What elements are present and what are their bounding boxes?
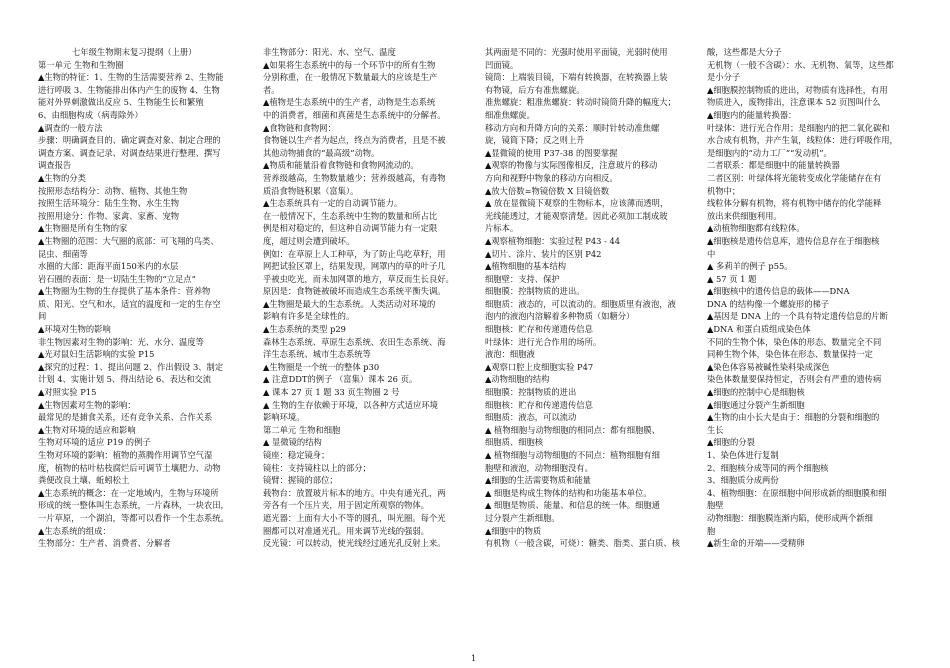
text-line: 有物镜，后方有准焦螺旋。 <box>485 84 585 95</box>
text-line: 水圈的大部：距海平面150米内的水层 <box>38 261 179 272</box>
text-line: 细胞膜：控制物质的进出。 <box>485 286 585 297</box>
text-line: 步骤：明确调查目的、确定调查对象、制定合理的 <box>38 135 221 146</box>
text-line: 二者联系：都是细胞中的能量转换器 <box>707 160 840 171</box>
text-line: ▲生物圈为生物的生存提供了基本条件：营养物 <box>38 286 211 297</box>
text-line: 胞壁和液泡，动物细胞没有。 <box>485 462 593 473</box>
text-line: ▲细胞的控制中心是细胞核 <box>707 387 805 398</box>
text-line: ▲观察口腔上皮细胞实验 P47 <box>485 361 594 372</box>
text-line: 其他动物捕食的“最高级”动物。 <box>263 147 380 158</box>
text-line: ▲ 放在显微镜下观察的生物标本，应该薄而透明， <box>485 198 669 209</box>
text-line: 染色体数量要保持恒定，否则会有严重的遗传病 <box>707 374 882 385</box>
text-line: ▲生态系统的组成： <box>38 525 111 536</box>
text-line: 按照用途分：作物、家禽、家畜、宠物 <box>38 210 180 221</box>
text-line: 粪便改良土壤、蚯蚓松土 <box>38 475 130 486</box>
column-3 <box>485 46 697 666</box>
text-line: 非生物因素对生物的影响：光、水分、温度等 <box>38 336 204 347</box>
text-line: 是小分子 <box>707 72 741 83</box>
text-line: ▲生物圈是所有生物的家 <box>38 223 128 234</box>
text-line: 网把试验区罩上，结果发现，网罩内的草的叶子几 <box>263 261 446 272</box>
text-line: ▲生物的分类 <box>38 172 86 183</box>
text-line: 凹面镜。 <box>485 59 519 70</box>
text-line: 细胞核：贮存和传递遗传信息 <box>485 324 593 335</box>
text-line: 按照生活环境分：陆生生物、水生生物 <box>38 198 180 209</box>
text-line: 有机物（一般含碳，可烧）：糖类、脂类、蛋白质、核 <box>485 538 680 549</box>
text-line: 度，植物的枯叶枯枝腐烂后可调节土壤肥力、动物 <box>38 462 221 473</box>
text-line: ▲ 细胞是物质、能量、和信息的统一体。细胞通 <box>485 500 660 511</box>
text-line: DNA 的结构像一个螺旋形的梯子 <box>707 298 830 309</box>
text-line: 洋生态系统、城市生态系统等 <box>263 349 371 360</box>
text-line: 营养级越高，生物数量越少；营养级越高，有毒物 <box>263 172 446 183</box>
text-line: 在一般情况下，生态系统中生物的数量和所占比 <box>263 210 438 221</box>
text-line: 液泡：细胞液 <box>485 349 535 360</box>
text-line: ▲生物圈是一个统一的整体 p30 <box>263 361 380 372</box>
text-line: ▲ 细胞是构成生物体的结构和功能基本单位。 <box>485 487 652 498</box>
text-line: 最常见的是捕食关系，还有竞争关系、合作关系 <box>38 412 213 423</box>
text-line: 一片草原，一个湖泊，等都可以看作一个生态系统。 <box>38 512 229 523</box>
text-line: 第一单元 生物和生物圈 <box>38 59 124 70</box>
column-3-lines <box>485 46 697 550</box>
text-line: ▲细胞通过分裂产生新细胞 <box>707 399 805 410</box>
text-line: ▲细胞中的物质 <box>485 525 542 536</box>
text-line: 食物链以生产者为起点，终点为消费者，且是不被 <box>263 135 446 146</box>
text-line: 能对外界刺激做出反应 5、生物能生长和繁殖 <box>38 97 204 108</box>
text-line: ▲细胞的分裂 <box>707 437 755 448</box>
text-line: ▲细胞膜控制物质的进出，对物质有选择性，有用 <box>707 84 888 95</box>
text-line: 物质进入，废物排出，注意课本 52 页图叫什么 <box>707 97 881 108</box>
text-line: 机物中； <box>707 185 741 196</box>
text-line: ▲生物圈的范围：大气圈的底部：可飞翔的鸟类、 <box>38 235 219 246</box>
text-line: ▲生态系统的类型 p29 <box>263 324 346 335</box>
text-line: 生物部分：生产者、消费者、分解者 <box>38 538 171 549</box>
text-line: 例是相对稳定的，但这种自动调节能力有一定限 <box>263 223 438 234</box>
text-line: ▲ 植物细胞与动物细胞的相同点：都有细胞膜、 <box>485 424 660 435</box>
text-line: 方向和视野中物象的移动方向相反。 <box>485 172 618 183</box>
text-line: 3、细胞质分成两份 <box>707 475 779 486</box>
text-line: ▲切片、涂片、装片的区别 P42 <box>485 248 602 259</box>
text-line: 原因是：食物链被破坏而造成生态系统平衡失调。 <box>263 286 446 297</box>
text-line: 生物对环境的影响：植物的蒸腾作用调节空气湿 <box>38 450 213 460</box>
text-line: 1、染色体进行复制 <box>707 450 779 460</box>
text-line: 细胞质、细胞核 <box>485 437 544 448</box>
text-line: 例如：在草原上人工种草，为了防止鸟吃草籽，用 <box>263 248 446 259</box>
text-line: ▲观察植物细胞：实验过程 P43 - 44 <box>485 235 621 246</box>
text-line: 中 <box>707 248 716 259</box>
text-line: ▲如果将生态系统中的每一个环节中的所有生物 <box>263 59 436 70</box>
text-line: 调查方案、调查记录、对调查结果进行整理、撰写 <box>38 147 221 158</box>
column-4 <box>707 46 919 666</box>
text-line: 细胞质：液态的，可以流动的。细胞质里有液泡，液 <box>485 298 676 309</box>
text-line: 圈都可以对准通光孔。用来调节光线的强弱。 <box>263 525 429 536</box>
text-line: 胞 <box>707 525 716 536</box>
text-line: ▲对照实验 P15 <box>38 387 97 398</box>
text-line: 不同的生物个体，染色体的形态、数量完全不同 <box>707 336 882 347</box>
text-line: 水合成有机物，并产生氧，线粒体：进行呼吸作用， <box>707 135 898 146</box>
text-line: ▲探究的过程：1、提出问题 2、作出假设 3、制定 <box>38 361 224 372</box>
text-line: 过分裂产生新细胞。 <box>485 512 560 523</box>
column-4-lines <box>707 46 919 550</box>
text-line: 分别称重，在一般情况下数量最大的应该是生产 <box>263 72 438 83</box>
text-line: 遮光器：上面有大小不等的圆孔，叫光圈。每个光 <box>263 512 446 523</box>
text-line: 叶绿体：进行光合作用的场所。 <box>485 336 602 347</box>
text-line: ▲动物细胞的结构 <box>485 374 550 385</box>
text-line: ▲细胞核中的遗传信息的载体——DNA <box>707 286 850 297</box>
text-line: 形成的统一整体叫生态系统，一片森林，一块农田， <box>38 500 229 511</box>
text-line: ▲调查的一般方法 <box>38 122 103 133</box>
text-line: ▲放大倍数=物镜倍数 X 目镜倍数 <box>485 185 610 196</box>
text-line: ▲基因是 DNA 上的一个具有特定遗传信息的片断 <box>707 311 888 322</box>
text-line: ▲植物细胞的基本结构 <box>485 261 567 272</box>
text-line: 细胞质：液态，可以流动 <box>485 412 577 423</box>
text-line: 细胞核：贮存和传递遗传信息 <box>485 399 593 410</box>
text-line: 第二单元 生物和细胞 <box>263 424 341 435</box>
column-2 <box>263 46 475 666</box>
text-line: ▲植物是生态系统中的生产者，动物是生态系统 <box>263 97 436 108</box>
text-line: 质、阳光、空气和水，适宜的温度和一定的生存空 <box>38 298 221 309</box>
text-line: ▲ 课本 27 页 1 题 33 页生物圈 2 号 <box>263 387 400 398</box>
text-line: 森林生态系统、草原生态系统、农田生态系统、海 <box>263 336 446 347</box>
text-line: 细胞膜：控制物质的进出 <box>485 387 577 398</box>
text-line: 生长 <box>707 424 724 435</box>
text-line: ▲ 显微镜的结构 <box>263 437 322 448</box>
text-line: 动物细胞：细胞膜连渐内陷，使形成两个新细 <box>707 512 873 523</box>
text-line: 计划 4、实施计划 5、得出结论 6、表达和交流 <box>38 374 212 385</box>
text-line: ▲ 多莉羊的例子 p55。 <box>707 261 793 272</box>
text-line: 镜柱：支持镜柱以上的部分； <box>263 462 371 473</box>
text-line: 者。 <box>263 84 280 95</box>
text-line: ▲食物链和食物网： <box>263 122 336 133</box>
text-line: ▲生物的特征：1、生物的生活需要营养 2、生物能 <box>38 72 224 83</box>
text-line: ▲生态系统具有一定的自动调节能力。 <box>263 198 403 209</box>
text-line: 镜座：稳定镜身； <box>263 450 330 460</box>
text-line: 胞壁 <box>707 500 724 511</box>
text-line: ▲染色体容易被碱性染料染成深色 <box>707 361 830 372</box>
text-line: 酸，这些都是大分子 <box>707 47 782 57</box>
text-line: 质沿食物链积累（富集）。 <box>263 185 359 196</box>
page-title: 七年级生物期末复习提纲（上册） <box>72 47 197 57</box>
text-line: 度，超过则会遭到破坏。 <box>263 235 355 246</box>
text-line: 昆虫、细菌等 <box>38 248 88 259</box>
text-line: ▲生物的由小长大是由于：细胞的分裂和细胞的 <box>707 412 880 423</box>
text-line: ▲生物圈是最大的生态系统。人类活动对环境的 <box>263 298 436 309</box>
text-line: ▲环境对生物的影响 <box>38 324 111 335</box>
text-line: 调查报告 <box>38 160 72 171</box>
text-line: ▲显微镜的使用 P37-38 的图要掌握 <box>485 147 618 158</box>
text-line: 岩石圈的表面：是一切陆生生物的“立足点” <box>38 273 196 284</box>
text-line: 影响环境。 <box>263 412 305 423</box>
text-line: 2、细胞核分成等同的两个细胞核 <box>707 462 829 473</box>
text-line: ▲观察的物像与实际图像相反，注意玻片的移动 <box>485 160 658 171</box>
text-line: ▲细胞核是遗传信息库，遗传信息存在于细胞核 <box>707 235 880 246</box>
text-line: 叶绿体：进行光合作用；是细胞内的把二氧化碳和 <box>707 122 890 133</box>
text-line: 线粒体分解有机物，将有机物中储存的化学能释 <box>707 198 882 209</box>
text-line: 准焦螺旋：粗准焦螺旋：转动时镜筒升降的幅度大； <box>485 97 676 108</box>
text-line: 镜筒：上端装目镜，下端有转换器，在转换器上装 <box>485 72 668 83</box>
text-line: 片标本。 <box>485 223 519 234</box>
text-line: 是细胞内的“动力工厂”“发动机”。 <box>707 147 832 158</box>
text-line: 6、由细胞构成（病毒除外） <box>38 109 143 120</box>
text-line: 移动方向和升降方向的关系：顺时针转动准焦螺 <box>485 122 660 133</box>
text-line: 细胞壁：支持、保护 <box>485 273 560 284</box>
text-line: 旋，镜筒下降；反之则上升 <box>485 135 585 146</box>
text-line: 放出来供细胞利用。 <box>707 210 782 221</box>
text-line: ▲生物因素对生物的影响： <box>38 399 136 410</box>
text-line: 载物台：放置玻片标本的地方。中央有通光孔，两 <box>263 487 446 498</box>
column-1 <box>38 46 250 666</box>
text-line: 影响有许多是全球性的。 <box>263 311 355 322</box>
page-number: 1 <box>471 654 477 663</box>
text-line: 生物对环境的适应 P19 的例子 <box>38 437 151 448</box>
text-line: 光线能透过，才能观察清楚。因此必须加工制成玻 <box>485 210 668 221</box>
text-line: ▲动植物细胞都有线粒体。 <box>707 223 805 234</box>
text-line: ▲ 植物细胞与动物细胞的不同点：植物细胞有细 <box>485 450 660 460</box>
text-line: ▲物质和能量沿着食物链和食物网流动的。 <box>263 160 419 171</box>
text-line: 其两面是不同的：光强时使用平面镜，光弱时使用 <box>485 47 668 57</box>
text-line: 细准焦螺旋。 <box>485 109 535 120</box>
text-line: ▲新生命的开端——受精卵 <box>707 538 805 549</box>
text-line: 二者区别：叶绿体将光能转变成化学能储存在有 <box>707 172 882 183</box>
text-line: ▲细胞的生活需要物质和能量 <box>485 475 591 486</box>
text-line: ▲细胞内的能量转换器： <box>707 109 797 120</box>
text-line: 中的消费者，细菌和真菌是生态系统中的分解者。 <box>263 109 446 120</box>
text-line: 泡内的液泡内溶解着多种物质（如糖分） <box>485 311 635 322</box>
text-line: ▲ 57 页 1 题 <box>707 273 757 284</box>
text-line: ▲ 注意DDT的例子 （富集）课本 26 页。 <box>263 374 418 385</box>
text-line: 旁各有一个压片夹，用于固定所观察的物体。 <box>263 500 429 511</box>
text-line: 反光镜：可以转动，使光线经过通光孔反射上来。 <box>263 538 446 549</box>
text-line: 进行呼吸 3、生物能排出体内产生的废物 4、生物 <box>38 84 220 95</box>
text-line: 4、植物细胞：在原细胞中间形成新的细胞膜和细 <box>707 487 887 498</box>
text-line: 镜臂：握镜的部位； <box>263 475 338 486</box>
text-line: ▲ 生物的生存依赖于环境，以各种方式适应环境 <box>263 399 438 410</box>
text-line: 间 <box>38 311 47 322</box>
text-line: 按照形态结构分：动物、植物、其他生物 <box>38 185 188 196</box>
text-line: 非生物部分：阳光、水、空气、温度 <box>263 47 396 57</box>
text-line: 同种生物个体，染色体在形态、数量保持一定 <box>707 349 873 360</box>
text-line: ▲光对鼠妇生活影响的实验 P15 <box>38 349 155 360</box>
text-line: 无机物（一般不含碳）：水、无机物、氧等，这些都 <box>707 59 894 70</box>
text-line: ▲生态系统的概念：在一定地域内，生物与环境所 <box>38 487 219 498</box>
column-1-lines <box>38 59 250 550</box>
text-line: ▲DNA 和蛋白质组成染色体 <box>707 324 811 335</box>
text-line: ▲生物对环境的适应和影响 <box>38 424 136 435</box>
text-line: 乎被虫吃光，而未加网罩的地方，草反而生长良好。 <box>263 273 454 284</box>
column-2-lines <box>263 46 475 550</box>
